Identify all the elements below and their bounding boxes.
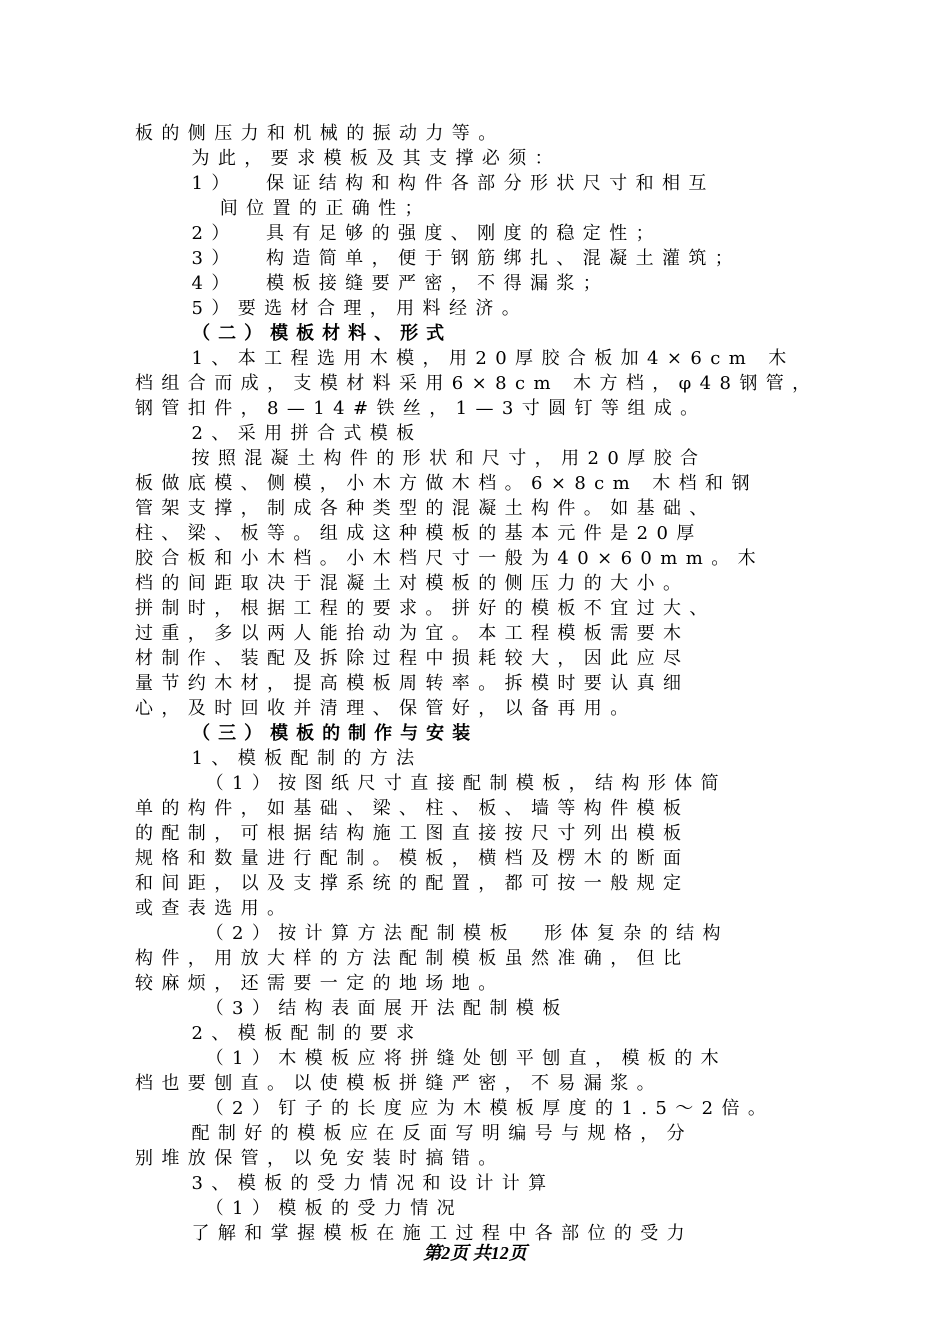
text-line: 1） 保证结构和构件各部分形状尺寸和相互 [135, 173, 715, 194]
text-line: 了解和掌握模板在施工过程中各部位的受力 [135, 1223, 694, 1244]
text-line: 2、采用拼合式模板 [135, 423, 423, 444]
text-line: 板做底模、侧模，小木方做木档。6×8cm 木档和钢 [135, 473, 758, 494]
text-line: 按照混凝土构件的形状和尺寸，用20厚胶合 [135, 448, 707, 469]
text-line: 量节约木材，提高模板周转率。拆模时要认真细 [135, 673, 690, 694]
page-footer: 第2页 共12页 [423, 1243, 527, 1263]
text-line: 1、本工程选用木模，用20厚胶合板加4×6cm 木 [135, 348, 795, 369]
text-line: 材制作、装配及拆除过程中损耗较大，因此应尽 [135, 648, 690, 669]
text-line: 单的构件，如基础、梁、柱、板、墙等构件模板 [135, 798, 690, 819]
text-line: （1）木模板应将拼缝处刨平刨直，模板的木 [135, 1048, 728, 1069]
text-line: 1、模板配制的方法 [135, 748, 423, 769]
text-line: 心，及时回收并清理、保管好，以备再用。 [135, 698, 637, 719]
text-line: 拼制时，根据工程的要求。拼好的模板不宜过大、 [135, 598, 716, 619]
text-line: 为此，要求模板及其支撑必须： [135, 148, 562, 169]
text-line: （1）模板的受力情况 [135, 1198, 464, 1219]
text-line: 规格和数量进行配制。模板，横档及楞木的断面 [135, 848, 690, 869]
text-line: 钢管扣件，8—14#铁丝，1—3寸圆钉等组成。 [135, 398, 707, 419]
text-line: （1）按图纸尺寸直接配制模板，结构形体简 [135, 773, 728, 794]
section-heading: （二）模板材料、形式 [135, 323, 453, 344]
text-line: 的配制，可根据结构施工图直接按尺寸列出模板 [135, 823, 690, 844]
text-line: 板的侧压力和机械的振动力等。 [135, 123, 505, 144]
text-line: 胶合板和小木档。小木档尺寸一般为40×60mm。木 [135, 548, 765, 569]
text-line: （3）结构表面展开法配制模板 [135, 998, 569, 1019]
text-line: 管架支撑，制成各种类型的混凝土构件。如基础、 [135, 498, 716, 519]
text-line: 档组合而成，支模材料采用6×8cm 木方档，φ48钢管， [135, 373, 819, 394]
text-line: （2）按计算方法配制模板 形体复杂的结构 [135, 923, 729, 944]
text-line: 或查表选用。 [135, 898, 294, 919]
text-line: 构件，用放大样的方法配制模板虽然准确，但比 [135, 948, 690, 969]
text-line: 2） 具有足够的强度、刚度的稳定性； [135, 223, 662, 244]
text-line: 档也要刨直。以使模板拼缝严密，不易漏浆。 [135, 1073, 663, 1094]
text-line: 4） 模板接缝要严密，不得漏浆； [135, 273, 610, 294]
text-line: 档的间距取决于混凝土对模板的侧压力的大小。 [135, 573, 690, 594]
text-line: 2、模板配制的要求 [135, 1023, 423, 1044]
text-line: 间位置的正确性； [135, 198, 431, 219]
text-line: 柱、梁、板等。组成这种模板的基本元件是20厚 [135, 523, 703, 544]
text-line: 较麻烦，还需要一定的地场地。 [135, 973, 505, 994]
text-line: 和间距，以及支撑系统的配置，都可按一般规定 [135, 873, 690, 894]
text-line: 3、模板的受力情况和设计计算 [135, 1173, 555, 1194]
text-line: （2）钉子的长度应为木模板厚度的1.5～2倍。 [135, 1098, 775, 1119]
text-line: 过重，多以两人能抬动为宜。本工程模板需要木 [135, 623, 690, 644]
text-line: 3） 构造简单，便于钢筋绑扎、混凝土灌筑； [135, 248, 742, 269]
text-line: 5）要选材合理，用料经济。 [135, 298, 529, 319]
text-line: 别堆放保管，以免安装时搞错。 [135, 1148, 505, 1169]
text-line: 配制好的模板应在反面写明编号与规格，分 [135, 1123, 694, 1144]
section-heading: （三）模板的制作与安装 [135, 723, 479, 744]
